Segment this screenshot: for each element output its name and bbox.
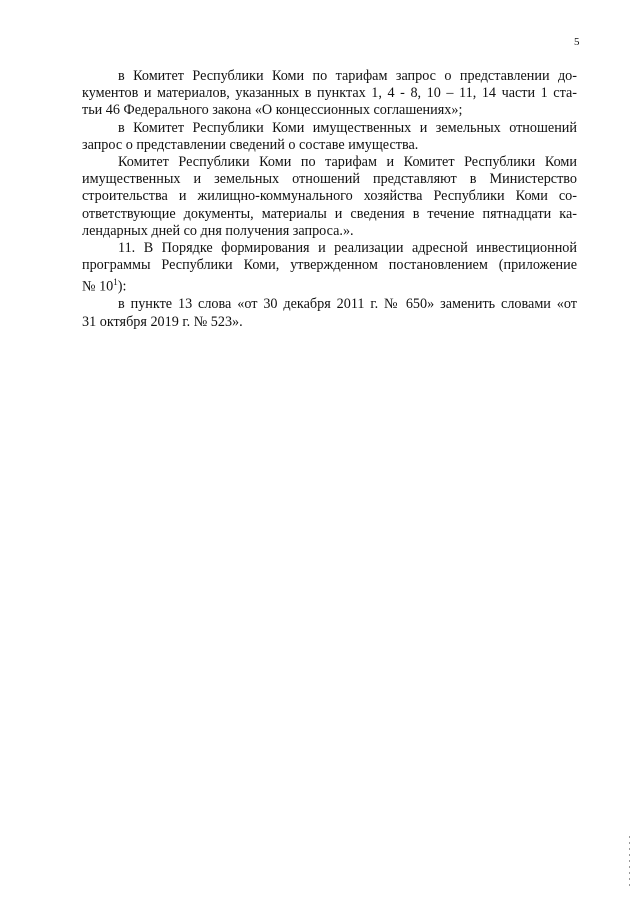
scan-edge-mark	[629, 836, 630, 886]
page-number: 5	[574, 36, 580, 48]
text-line: кументов и материалов, указанных в пунктах 1, 4 - 8, 10 – 11, 14 части 1 ста-	[82, 85, 577, 102]
text-line: тьи 46 Федерального закона «О концессионных соглашениях»;	[82, 102, 463, 119]
text-line: 11. В Порядке формирования и реализации адресной инвестиционной	[118, 240, 577, 257]
text-line: ответствующие документы, материалы и сведения в течение пятнадцати ка-	[82, 205, 577, 222]
text-line: строительства и жилищно-коммунального хозяйства Республики Коми со-	[82, 188, 577, 205]
appendix-suffix: ):	[117, 279, 127, 296]
text-line: имущественных и земельных отношений представляют в Министерство	[82, 171, 577, 188]
paragraph-tariff-committee-request	[82, 68, 577, 120]
text-line: в Комитет Республики Коми имущественных и земельных отношений	[118, 119, 577, 136]
paragraph-property-committee-request	[82, 120, 577, 154]
text-line: в пункте 13 слова «от 30 декабря 2011 г. № 650» заменить словами «от	[118, 296, 577, 313]
text-line: запрос о представлении сведений о составе имущества.	[82, 136, 419, 153]
appendix-superscript: 1	[113, 277, 118, 288]
text-line	[82, 274, 577, 296]
appendix-number: № 10	[82, 279, 114, 296]
paragraph-committees-provide-documents	[82, 154, 577, 240]
paragraph-point-13-replacement	[82, 296, 577, 330]
paragraph-item-11	[82, 240, 577, 296]
text-line: в Комитет Республики Коми по тарифам запрос о представлении до-	[118, 68, 577, 84]
document-body	[82, 68, 577, 331]
text-line: Комитет Республики Коми по тарифам и Комитет Республики Коми	[118, 154, 577, 171]
text-line: программы Республики Коми, утвержденном постановлением (приложение	[82, 257, 577, 274]
text-line: 31 октября 2019 г. № 523».	[82, 313, 243, 330]
text-line: лендарных дней со дня получения запроса.».	[82, 222, 354, 239]
